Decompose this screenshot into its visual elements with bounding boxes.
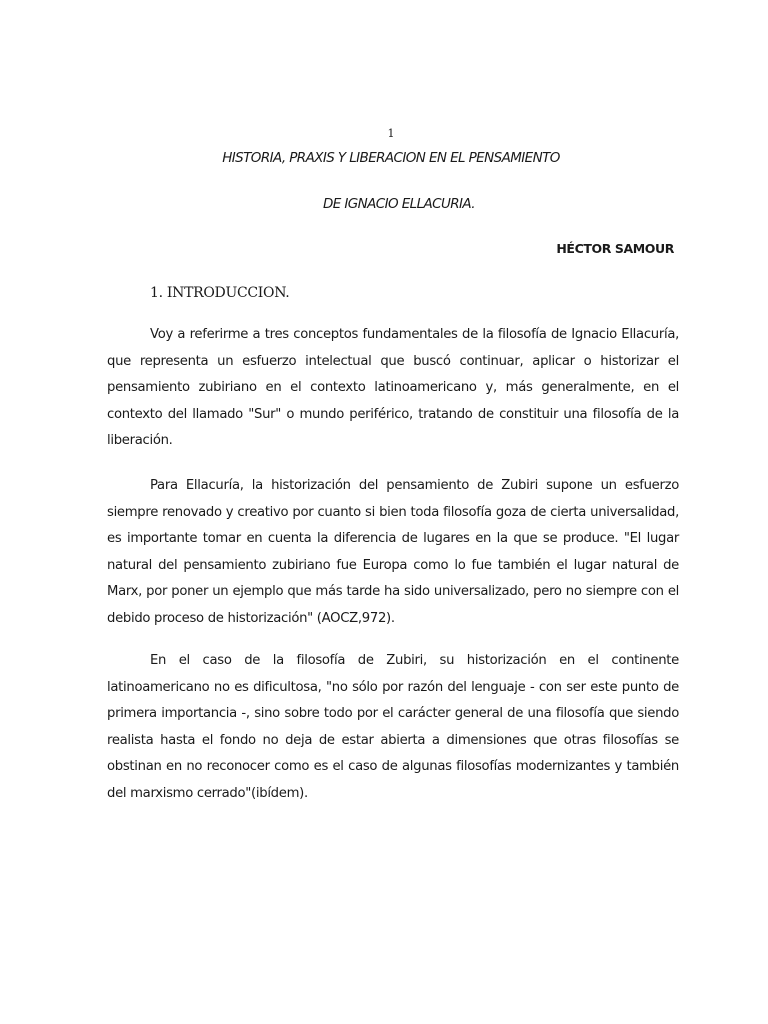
body-paragraph-2: Para Ellacuría, la historización del pensamiento de Zubiri supone un esfuerzo siempre renovado y creativo por cuanto si bien toda filosofía goza de cierta universalidad, es importante tomar en cuenta la diferencia de lugares en la que se produce. "El lugar natural del pensamiento zubiriano fue Europa como lo fue también el lugar natural de Marx, por poner un ejemplo que más tarde ha sido universalizado, pero no siempre con el debido proceso de historización" (AOCZ,972). [107,478,679,626]
document-title-line-1: HISTORIA, PRAXIS Y LIBERACION EN EL PENSAMIENTO [222,150,560,166]
body-paragraph-3: En el caso de la filosofía de Zubiri, su historización en el continente latinoamericano no es dificultosa, "no sólo por razón del lenguaje - con ser este punto de primera importancia -, sino sobre todo por el carácter general de una filosofía que siendo realista hasta el fondo no deja de estar abierta a dimensiones que otras filosofías se obstinan en no reconocer como es el caso de algunas filosofías modernizantes y también del marxismo cerrado"(ibídem). [107,653,679,801]
author-name: HÉCTOR SAMOUR [556,241,674,256]
section-heading: 1. INTRODUCCION. [150,285,290,301]
document-title-line-2: DE IGNACIO ELLACURIA. [323,196,475,212]
body-paragraph-1: Voy a referirme a tres conceptos fundamentales de la filosofía de Ignacio Ellacuría, que representa un esfuerzo intelectual que buscó continuar, aplicar o historizar el pensamiento zubiriano en el contexto latinoamericano y, más generalmente, en el contexto del llamado "Sur" o mundo periférico, tratando de constituir una filosofía de la liberación. [107,327,679,448]
page-number: 1 [387,127,395,140]
